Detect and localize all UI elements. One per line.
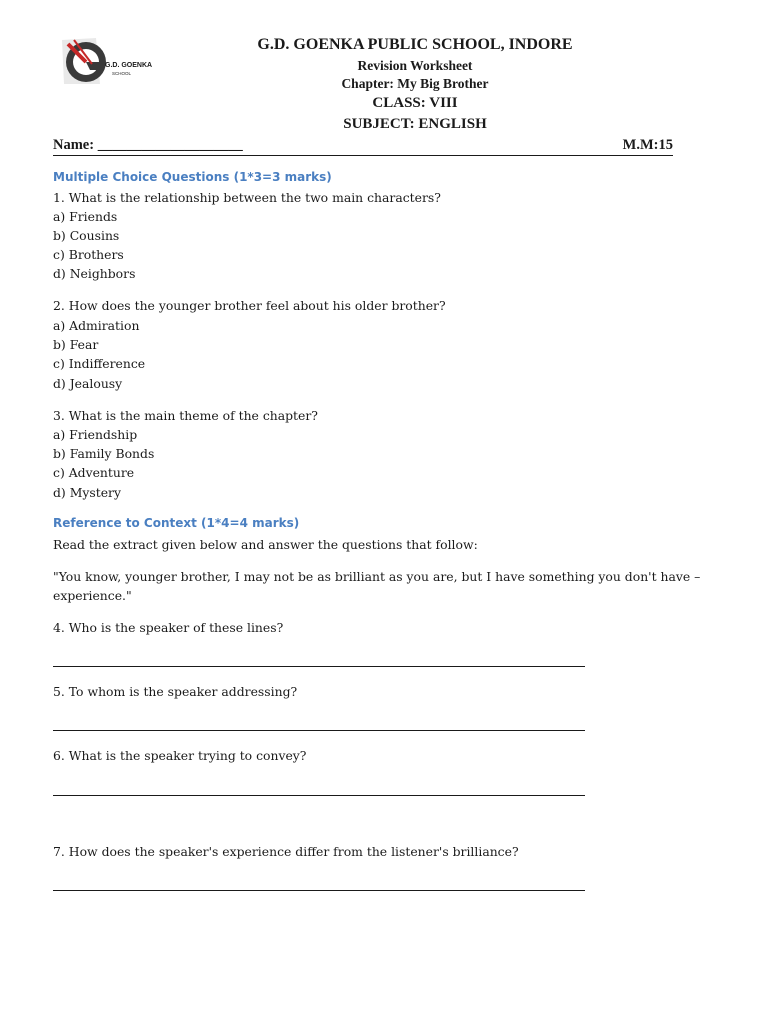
mcq-option: d) Mystery <box>53 485 121 500</box>
mcq-option: a) Friendship <box>53 427 138 442</box>
mcq-option: d) Jealousy <box>53 376 123 391</box>
school-name: G.D. GOENKA PUBLIC SCHOOL, INDORE <box>257 36 573 53</box>
answer-line[interactable] <box>53 795 585 796</box>
mcq-option: d) Neighbors <box>53 266 136 281</box>
answer-line[interactable] <box>53 890 585 891</box>
name-label: Name: ____________________ <box>53 137 243 153</box>
rtc-question-6: 6. What is the speaker trying to convey? <box>53 748 307 763</box>
chapter-title: Chapter: My Big Brother <box>341 76 489 91</box>
mcq-option: c) Brothers <box>53 247 124 262</box>
answer-line[interactable] <box>53 666 585 667</box>
mcq-option: c) Indifference <box>53 356 146 371</box>
class-label: CLASS: VIII <box>372 95 458 111</box>
rtc-question-5: 5. To whom is the speaker addressing? <box>53 684 298 699</box>
mcq-option: a) Friends <box>53 209 118 224</box>
rtc-heading: Reference to Context (1*4=4 marks) <box>53 516 300 530</box>
rtc-instruction: Read the extract given below and answer the questions that follow: <box>53 537 478 552</box>
name-row <box>53 137 673 156</box>
mcq-option: b) Family Bonds <box>53 446 155 461</box>
school-logo <box>56 34 160 90</box>
mcq-option: b) Fear <box>53 337 99 352</box>
mcq-option: c) Adventure <box>53 465 135 480</box>
answer-line[interactable] <box>53 730 585 731</box>
extract-line-2: experience." <box>53 588 132 603</box>
rtc-question-4: 4. Who is the speaker of these lines? <box>53 620 284 635</box>
extract-line-1: "You know, younger brother, I may not be as brilliant as you are, but I have something you don't have – <box>53 569 701 584</box>
logo-text: G.D. GOENKA <box>105 62 153 69</box>
max-marks-label: M.M:15 <box>622 137 673 153</box>
mcq-question-1: 1. What is the relationship between the two main characters? <box>53 190 441 205</box>
mcq-option: b) Cousins <box>53 228 120 243</box>
mcq-heading: Multiple Choice Questions (1*3=3 marks) <box>53 170 332 184</box>
rtc-question-7: 7. How does the speaker's experience differ from the listener's brilliance? <box>53 844 519 859</box>
worksheet-title: Revision Worksheet <box>357 58 473 73</box>
logo-subtext: SCHOOL <box>112 71 132 76</box>
mcq-question-2: 2. How does the younger brother feel about his older brother? <box>53 298 446 313</box>
mcq-option: a) Admiration <box>53 318 140 333</box>
mcq-question-3: 3. What is the main theme of the chapter? <box>53 408 318 423</box>
subject-label: SUBJECT: ENGLISH <box>343 116 487 132</box>
